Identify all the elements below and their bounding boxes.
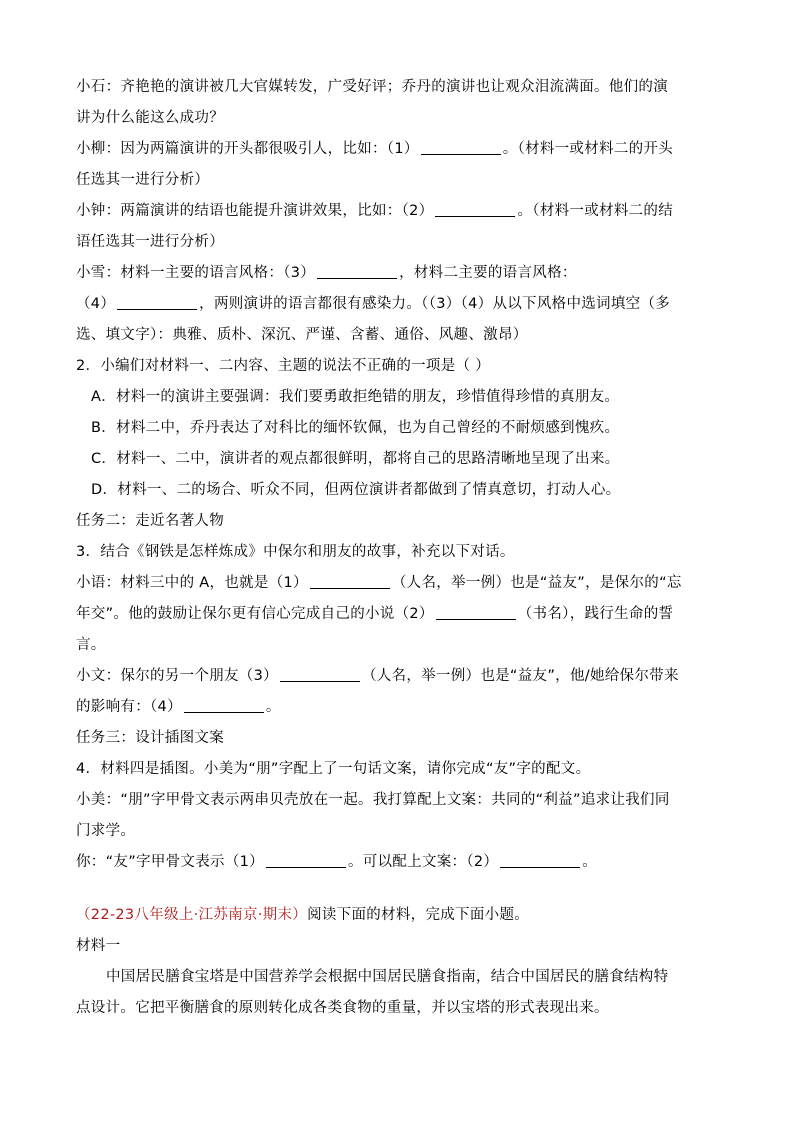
answer-blank[interactable] xyxy=(436,605,516,620)
answer-blank[interactable] xyxy=(435,202,515,217)
answer-blank[interactable] xyxy=(280,667,360,682)
text-line: 年交”。他的鼓励让保尔更有信心完成自己的小说（2） （书名），践行生命的誓 xyxy=(76,606,674,622)
task-heading: 任务三：设计插图文案 xyxy=(76,730,224,746)
question-stem: 3．结合《钢铁是怎样炼成》中保尔和朋友的故事，补充以下对话。 xyxy=(76,544,515,560)
answer-blank[interactable] xyxy=(266,853,346,868)
question-stem: 2．小编们对材料一、二内容、主题的说法不正确的一项是（ ） xyxy=(76,358,491,374)
answer-blank[interactable] xyxy=(317,264,397,279)
paragraph-line: 中国居民膳食宝塔是中国营养学会根据中国居民膳食指南，结合中国居民的膳食结构特 xyxy=(106,969,669,985)
choice-option-a[interactable]: A．材料一的演讲主要强调：我们要勇敢拒绝错的朋友，珍惜值得珍惜的真朋友。 xyxy=(91,389,620,405)
answer-blank[interactable] xyxy=(184,698,264,713)
text-line: 讲为什么能这么成功？ xyxy=(76,110,224,126)
paragraph-line: 点设计。它把平衡膳食的原则转化成各类食物的重量，并以宝塔的形式表现出来。 xyxy=(76,1000,609,1016)
choice-option-d[interactable]: D．材料一、二的场合、听众不同，但两位演讲者都做到了情真意切，打动人心。 xyxy=(91,482,621,498)
source-tag: （22-23八年级上·江苏南京·期末） xyxy=(76,907,308,923)
text-line: 小雪：材料一主要的语言风格：（3） ，材料二主要的语言风格： xyxy=(76,265,577,281)
text-line: （4） ，两则演讲的语言都很有感染力。（（3）（4）从以下风格中选词填空（多 xyxy=(76,296,671,312)
answer-blank[interactable] xyxy=(310,574,390,589)
text-line: 小钟：两篇演讲的结语也能提升演讲效果，比如：（2） 。（材料一或材料二的结 xyxy=(76,203,674,219)
question-intro: （22-23八年级上·江苏南京·期末）阅读下面的材料，完成下面小题。 xyxy=(76,907,530,923)
text-line: 选、填文字）：典雅、质朴、深沉、严谨、含蓄、通俗、风趣、激昂） xyxy=(76,327,528,343)
answer-blank[interactable] xyxy=(117,295,197,310)
text-line: 任选其一进行分析） xyxy=(76,172,210,188)
document-page xyxy=(76,72,720,1024)
text-line: 语任选其一进行分析） xyxy=(76,234,224,250)
text-line: 小文：保尔的另一个朋友（3） （人名，举一例）也是“益友”，他/她给保尔带来 xyxy=(76,668,679,684)
text-line: 你：“友”字甲骨文表示（1） 。可以配上文案：（2） 。 xyxy=(76,854,598,870)
task-heading: 任务二：走近名著人物 xyxy=(76,513,224,529)
text-line: 门求学。 xyxy=(76,823,136,839)
text-line: 言。 xyxy=(76,637,106,653)
question-stem: 4．材料四是插图。小美为“朋”字配上了一句话文案，请你完成“友”字的配文。 xyxy=(76,761,591,777)
choice-option-c[interactable]: C．材料一、二中，演讲者的观点都很鲜明，都将自己的思路清晰地呈现了出来。 xyxy=(91,451,620,467)
text-line: 的影响有：（4） 。 xyxy=(76,699,281,715)
text-line: 小柳：因为两篇演讲的开头都很吸引人，比如：（1） 。（材料一或材料二的开头 xyxy=(76,141,674,157)
answer-blank[interactable] xyxy=(421,140,501,155)
choice-option-b[interactable]: B．材料二中，乔丹表达了对科比的缅怀钦佩，也为自己曾经的不耐烦感到愧疚。 xyxy=(91,420,620,436)
text-line: 小语：材料三中的 A，也就是（1） （人名，举一例）也是“益友”，是保尔的“忘 xyxy=(76,575,682,591)
text-line: 小美：“朋”字甲骨文表示两串贝壳放在一起。我打算配上文案：共同的“利益”追求让我们同 xyxy=(76,792,670,808)
material-label: 材料一 xyxy=(76,938,121,954)
answer-blank[interactable] xyxy=(500,853,580,868)
text-line: 小石：齐艳艳的演讲被几大官媒转发，广受好评；乔丹的演讲也让观众泪流满面。他们的演 xyxy=(76,79,668,95)
